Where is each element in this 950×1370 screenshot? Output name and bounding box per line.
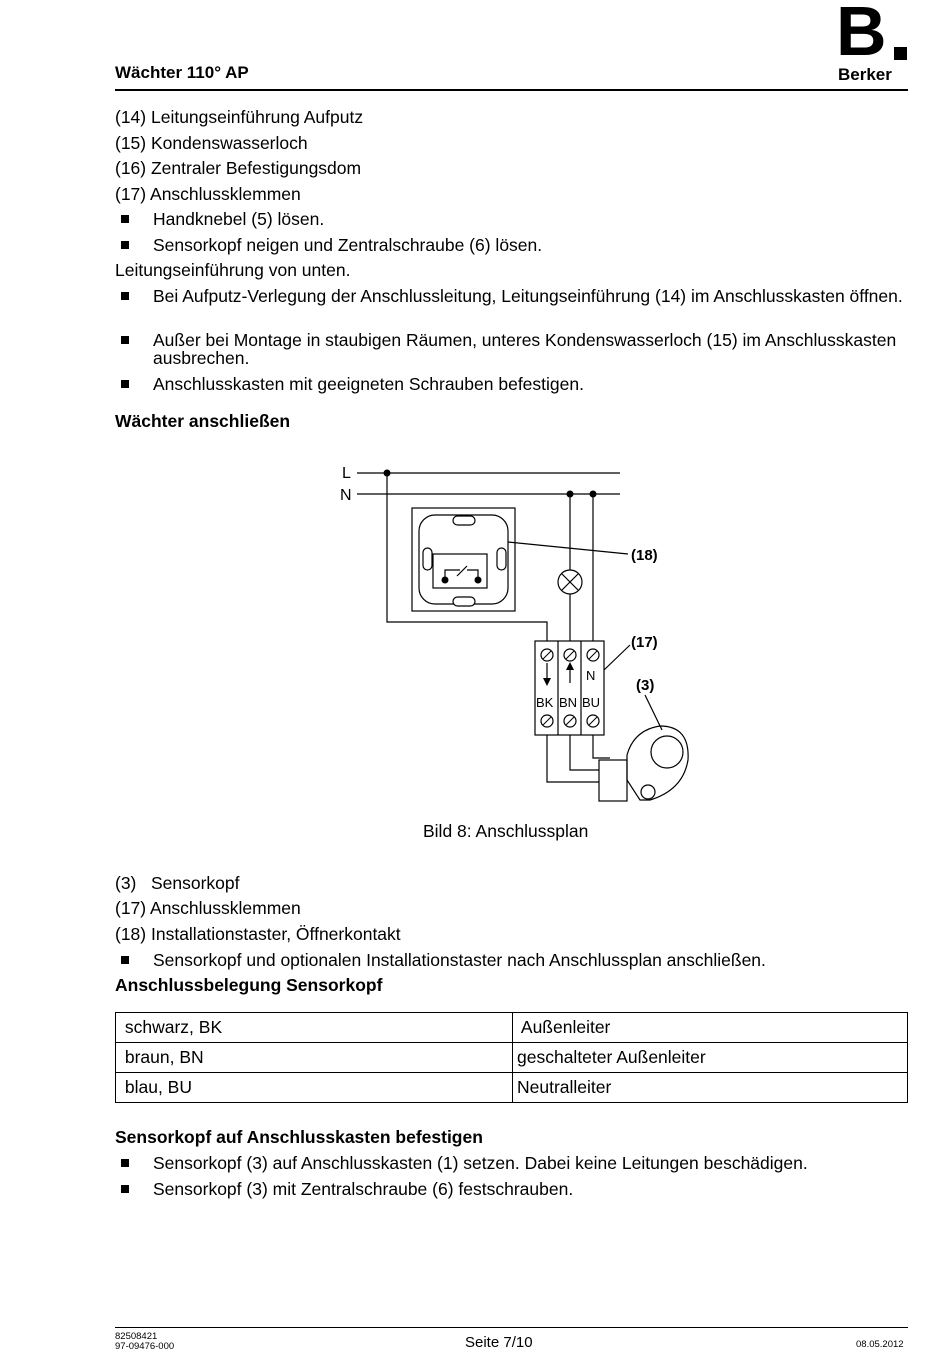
bullet-icon [121,336,129,344]
assignment-table [115,1012,908,1103]
table-cell: geschalteter Außenleiter [513,1043,908,1073]
legend-item: (18) Installationstaster, Öffnerkontakt [115,924,401,944]
diagram-label-l: L [342,465,351,482]
section-heading-mount: Sensorkopf auf Anschlusskasten befestigen [115,1127,483,1147]
logo-dot [894,47,907,60]
footer-codes [115,1332,174,1352]
legend-item: (17) Anschlussklemmen [115,184,301,204]
table-cell: braun, BN [116,1043,513,1073]
footer-code: 82508421 [115,1331,158,1342]
page-number: Seite 7/10 [465,1334,533,1351]
logo-letter: B [836,0,885,70]
table-row [116,1013,908,1043]
table-row [116,1073,908,1103]
callout-3: (3) [636,677,655,694]
bullet-icon [121,215,129,223]
table-cell: schwarz, BK [116,1013,513,1043]
footer-rule [115,1327,908,1328]
section-heading-connect: Wächter anschließen [115,411,291,431]
header-rule [115,89,908,91]
terminal-label: BN [559,695,578,710]
bullet-icon [121,241,129,249]
footer-date: 08.05.2012 [856,1339,904,1350]
logo-word: Berker [838,65,892,84]
bullet-icon [121,1159,129,1167]
terminal-n-label: N [586,668,596,683]
bullet-icon [121,956,129,964]
legend-item: (15) Kondenswasserloch [115,133,308,153]
table-row [116,1043,908,1073]
table-cell: Außenleiter [513,1013,908,1043]
table-cell: blau, BU [116,1073,513,1103]
legend-item: (16) Zentraler Befestigungsdom [115,158,362,178]
berker-logo [836,0,910,84]
section-heading-assignment: Anschlussbelegung Sensorkopf [115,975,383,995]
callout-18: (18) [631,547,658,564]
bullet-icon [121,292,129,300]
bullet-icon [121,1185,129,1193]
bullet-icon [121,380,129,388]
callout-17: (17) [631,634,658,651]
figure-caption: Bild 8: Anschlussplan [423,821,589,841]
plain-line: Leitungseinführung von unten. [115,260,351,280]
table-cell: Neutralleiter [513,1073,908,1103]
diagram-label-n: N [340,487,352,504]
legend-item: (14) Leitungseinführung Aufputz [115,107,364,127]
legend-item: (3) Sensorkopf [115,873,240,893]
legend-item: (17) Anschlussklemmen [115,898,301,918]
terminal-label: BU [582,695,601,710]
page-title: Wächter 110° AP [115,63,249,82]
wiring-diagram [330,455,700,810]
footer-code: 97-09476-000 [115,1341,175,1352]
terminal-label: BK [536,695,554,710]
